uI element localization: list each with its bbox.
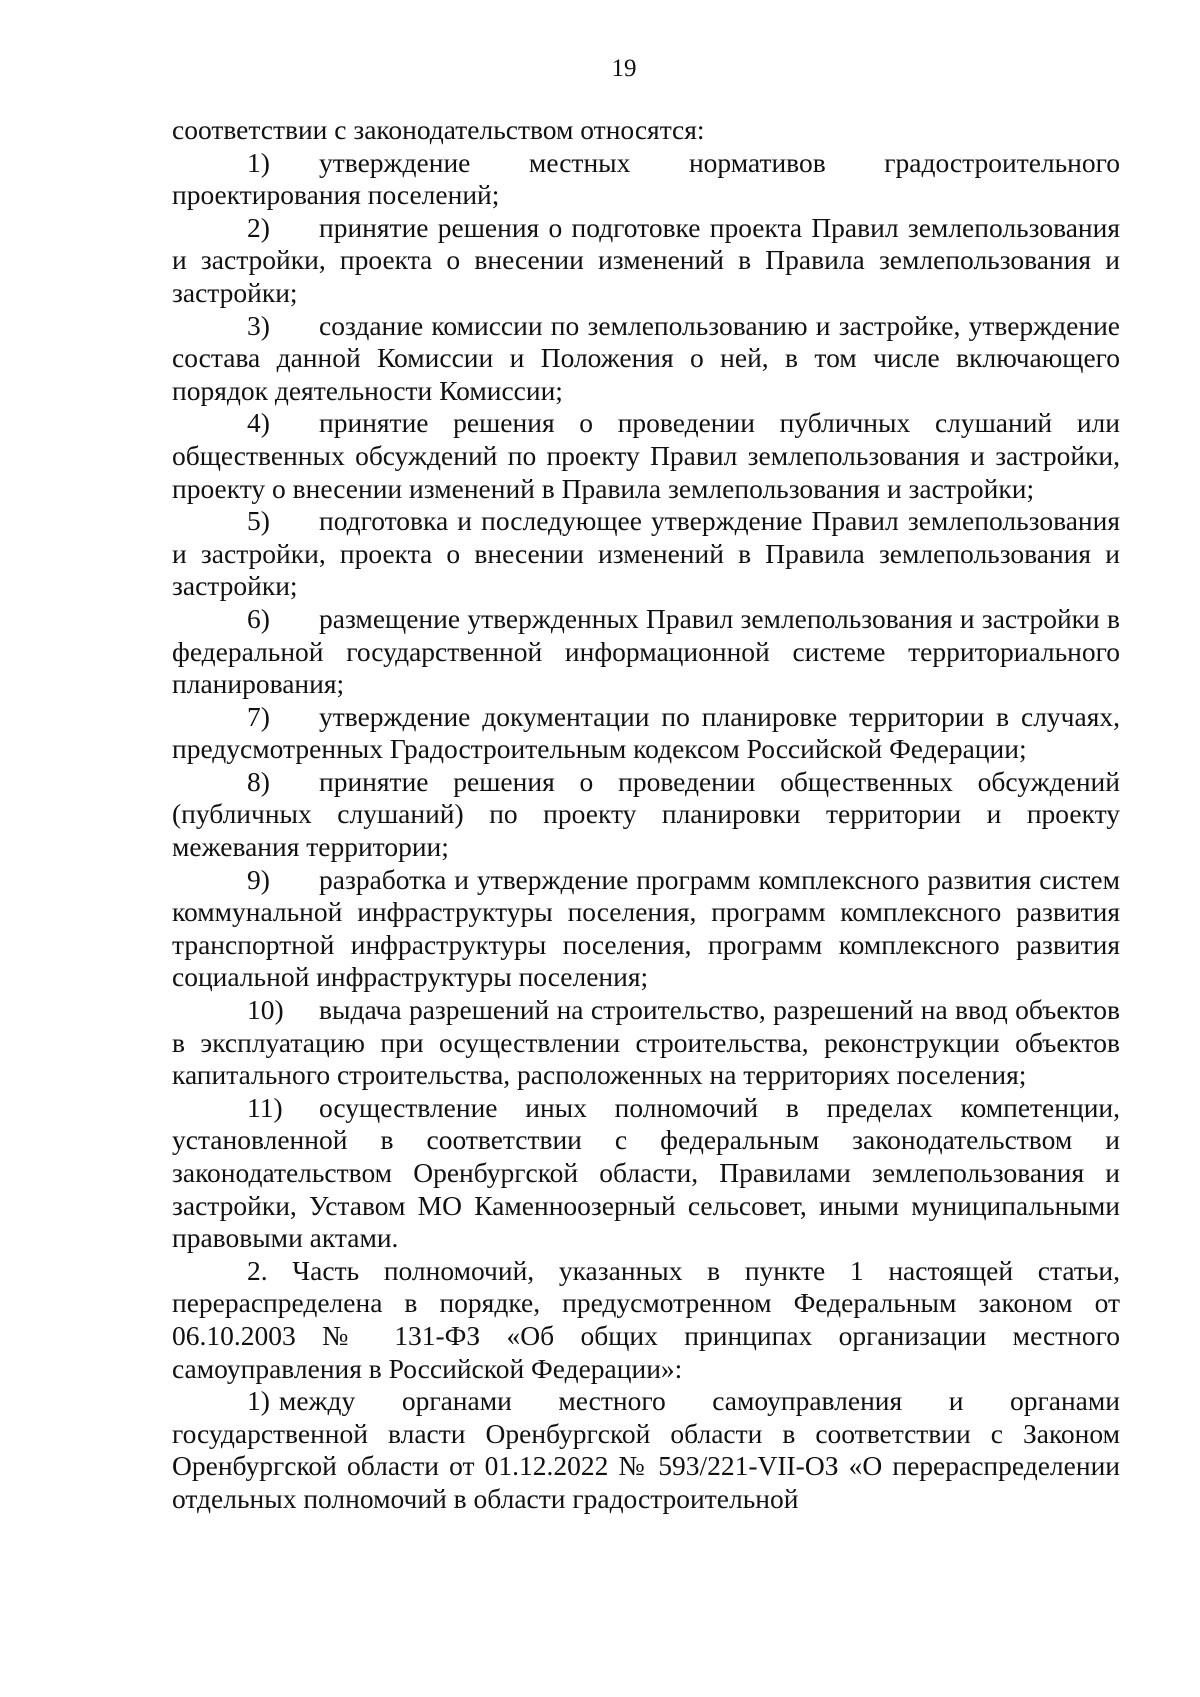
item-text: утверждение документации по планировке территории в случаях, предусмотренных Градостроительным кодексом Российской Федерации; <box>172 700 1120 765</box>
item-text: подготовка и последующее утверждение Правил землепользования и застройки, проекта о внесении изменений в Правила землепользования и застройки; <box>172 505 1120 602</box>
item-number: 5) <box>247 505 270 537</box>
list-item <box>172 505 1120 603</box>
list-item <box>172 1092 1120 1255</box>
item-number: 10) <box>247 994 284 1026</box>
page-number: 19 <box>611 55 637 82</box>
list-item <box>172 212 1120 310</box>
item-text: принятие решения о проведении общественных обсуждений (публичных слушаний) по проекту планировки территории и проекту межевания территории; <box>172 765 1120 863</box>
item-number: 1) <box>247 146 270 178</box>
item-text: принятие решения о проведении публичных слушаний или общественных обсуждений по проекту Правил землепользования и застройки, проекту о внесении изменений в Правила землепользования и застройки; <box>172 407 1120 504</box>
item-text: между органами местного самоуправления и органами государственной власти Оренбургской области в соответствии с Законом Оренбургской области от 01.12.2022 № 593/221-VII-ОЗ «О перераспределении отдельных полномочий в области градостроительной <box>172 1385 1120 1514</box>
list-item <box>172 310 1120 408</box>
item-text: разработка и утверждение программ комплексного развития систем коммунальной инфраструктуры поселения, программ комплексного развития транспортной инфраструктуры поселения, программ комплексного развития социальной инфраструктуры поселения; <box>172 863 1120 993</box>
item-text: осуществление иных полномочий в пределах компетенции, установленной в соответствии с федеральным законодательством и законодательством Оренбургской области, Правилами землепользования и застройки, Уставом МО Каменноозерный сельсовет, иными муниципальными правовыми актами. <box>172 1091 1120 1254</box>
item-number: 1) <box>247 1385 270 1417</box>
list-item <box>172 766 1120 864</box>
item-number: 7) <box>247 700 270 732</box>
item-number: 3) <box>247 309 270 341</box>
item-number: 9) <box>247 863 270 895</box>
item-text: утверждение местных нормативов градостроительного проектирования поселений; <box>172 146 1120 211</box>
list-item <box>172 407 1120 505</box>
item-number: 6) <box>247 602 270 634</box>
list-item <box>172 603 1120 701</box>
item-number: 8) <box>247 765 270 797</box>
item-number: 2) <box>247 211 270 243</box>
item-text: создание комиссии по землепользованию и застройке, утверждение состава данной Комиссии и Положения о ней, в том числе включающего порядок деятельности Комиссии; <box>172 309 1120 406</box>
list-item <box>172 147 1120 212</box>
item-text: выдача разрешений на строительство, разрешений на ввод объектов в эксплуатацию при осуществлении строительства, реконструкции объектов капитального строительства, расположенных на территориях поселения; <box>172 994 1120 1091</box>
lead-text: соответствии с законодательством относятся: <box>172 114 705 145</box>
list-item <box>172 701 1120 766</box>
list-item <box>172 994 1120 1092</box>
document-body <box>172 114 1120 1516</box>
list-item <box>172 864 1120 994</box>
item-number: 4) <box>247 407 270 439</box>
item-text: размещение утвержденных Правил землепользования и застройки в федеральной государственной информационной системе территориального планирования; <box>172 602 1120 700</box>
list-item <box>172 1385 1120 1515</box>
item-text: принятие решения о подготовке проекта Правил землепользования и застройки, проекта о внесении изменений в Правила землепользования и застройки; <box>172 211 1120 308</box>
section-2-paragraph: 2. Часть полномочий, указанных в пункте 1 настоящей статьи, перераспределена в порядке, предусмотренном Федеральным законом от 06.10.2003 № 131-ФЗ «Об общих принципах организации местного самоуправления в Российской Федерации»: <box>172 1254 1120 1384</box>
item-number: 11) <box>247 1091 283 1123</box>
